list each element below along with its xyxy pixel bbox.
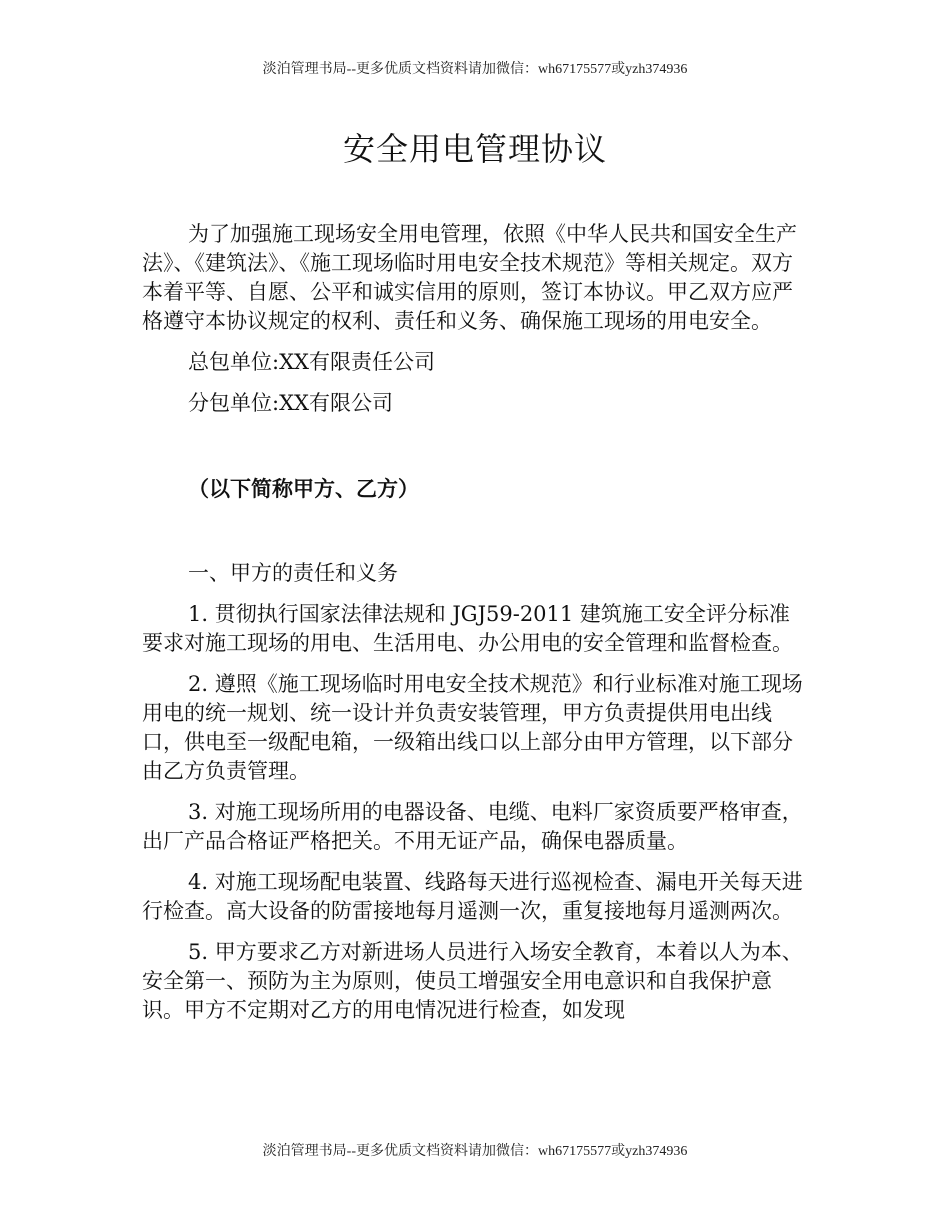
list-item: 4. 对施工现场配电装置、线路每天进行巡视检查、漏电开关每天进行检查。高大设备的防雷接地每月遥测一次，重复接地每月遥测两次。	[142, 870, 803, 923]
abbreviation-line: （以下简称甲方、乙方）	[188, 476, 419, 501]
document-title: 安全用电管理协议	[342, 130, 607, 168]
page-header: 淡泊管理书局--更多优质文档资料请加微信：wh67175577或yzh374936	[262, 62, 688, 77]
list-item: 5. 甲方要求乙方对新进场人员进行入场安全教育，本着以人为本、安全第一、预防为主为原则，使员工增强安全用电意识和自我保护意识。甲方不定期对乙方的用电情况进行检查，如发现	[142, 940, 803, 1022]
list-item: 1. 贯彻执行国家法律法规和 JGJ59-2011 建筑施工安全评分标准要求对施工现场的用电、生活用电、办公用电的安全管理和监督检查。	[142, 602, 793, 655]
section-heading: 一、甲方的责任和义务	[188, 561, 398, 585]
list-item: 2. 遵照《施工现场临时用电安全技术规范》和行业标准对施工现场用电的统一规划、统一设计并负责安装管理，甲方负责提供用电出线口，供电至一级配电箱，一级箱出线口以上部分由甲方管理，以下部分由乙方负责管理。	[142, 672, 803, 783]
party-b-line: 分包单位:XX有限公司	[188, 391, 393, 415]
intro-paragraph: 为了加强施工现场安全用电管理，依照《中华人民共和国安全生产法》、《建筑法》、《施工现场临时用电安全技术规范》等相关规定。双方本着平等、自愿、公平和诚实信用的原则，签订本协议。甲乙双方应严格遵守本协议规定的权利、责任和义务、确保施工现场的用电安全。	[142, 222, 797, 333]
document-body	[142, 220, 810, 1025]
list-item: 3. 对施工现场所用的电器设备、电缆、电料厂家资质要严格审查，出厂产品合格证严格把关。不用无证产品，确保电器质量。	[142, 800, 803, 853]
party-a-line: 总包单位:XX有限责任公司	[188, 350, 435, 374]
page-footer: 淡泊管理书局--更多优质文档资料请加微信：wh67175577或yzh374936	[262, 1144, 688, 1159]
